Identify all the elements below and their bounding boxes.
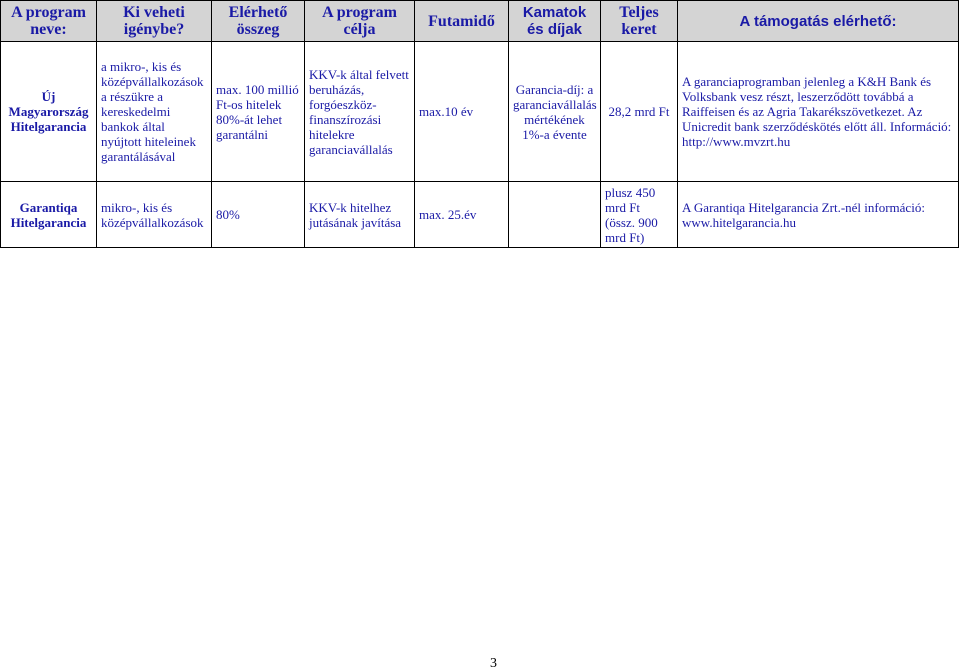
- header-fees: Kamatok és díjak: [509, 1, 601, 42]
- term-cell: max.10 év: [415, 42, 509, 182]
- fees-cell: Garancia-díj: a garanciavállalás mértékének 1%-a évente: [509, 42, 601, 182]
- availability-cell: A Garantiqa Hitelgarancia Zrt.-nél információ: www.hitelgarancia.hu: [678, 182, 959, 248]
- availability-cell: A garanciaprogramban jelenleg a K&H Bank és Volksbank vesz részt, leszerződött továbbá a Raiffeisen és az Agria Takarékszövetkezet. Az Unicredit bank szerződéskötés előtt áll. Információ: http://www.mvzrt.hu: [678, 42, 959, 182]
- eligible-cell: mikro-, kis és középvállalkozások: [97, 182, 212, 248]
- program-name-cell: Garantiqa Hitelgarancia: [1, 182, 97, 248]
- fees-cell: [509, 182, 601, 248]
- purpose-cell: KKV-k által felvett beruházás, forgóeszköz-finanszírozási hitelekre garanciavállalás: [305, 42, 415, 182]
- header-total: Teljes keret: [601, 1, 678, 42]
- table-row: [1, 42, 959, 182]
- amount-cell: 80%: [212, 182, 305, 248]
- header-eligible: Ki veheti igénybe?: [97, 1, 212, 42]
- program-name-cell: Új Magyarország Hitelgarancia: [1, 42, 97, 182]
- table-header-row: [1, 1, 959, 42]
- header-availability: A támogatás elérhető:: [678, 1, 959, 42]
- amount-cell: max. 100 millió Ft-os hitelek 80%-át lehet garantálni: [212, 42, 305, 182]
- header-term: Futamidő: [415, 1, 509, 42]
- purpose-cell: KKV-k hitelhez jutásának javítása: [305, 182, 415, 248]
- total-cell: plusz 450 mrd Ft (össz. 900 mrd Ft): [601, 182, 678, 248]
- page-number: 3: [490, 656, 497, 671]
- header-program-name: A program neve:: [1, 1, 97, 42]
- eligible-cell: a mikro-, kis és középvállalkozások a részükre a kereskedelmi bankok által nyújtott hiteleinek garantálásával: [97, 42, 212, 182]
- header-purpose: A program célja: [305, 1, 415, 42]
- total-cell: 28,2 mrd Ft: [601, 42, 678, 182]
- header-amount: Elérhető összeg: [212, 1, 305, 42]
- table-row: [1, 182, 959, 248]
- term-cell: max. 25.év: [415, 182, 509, 248]
- grant-programs-table: [0, 0, 959, 248]
